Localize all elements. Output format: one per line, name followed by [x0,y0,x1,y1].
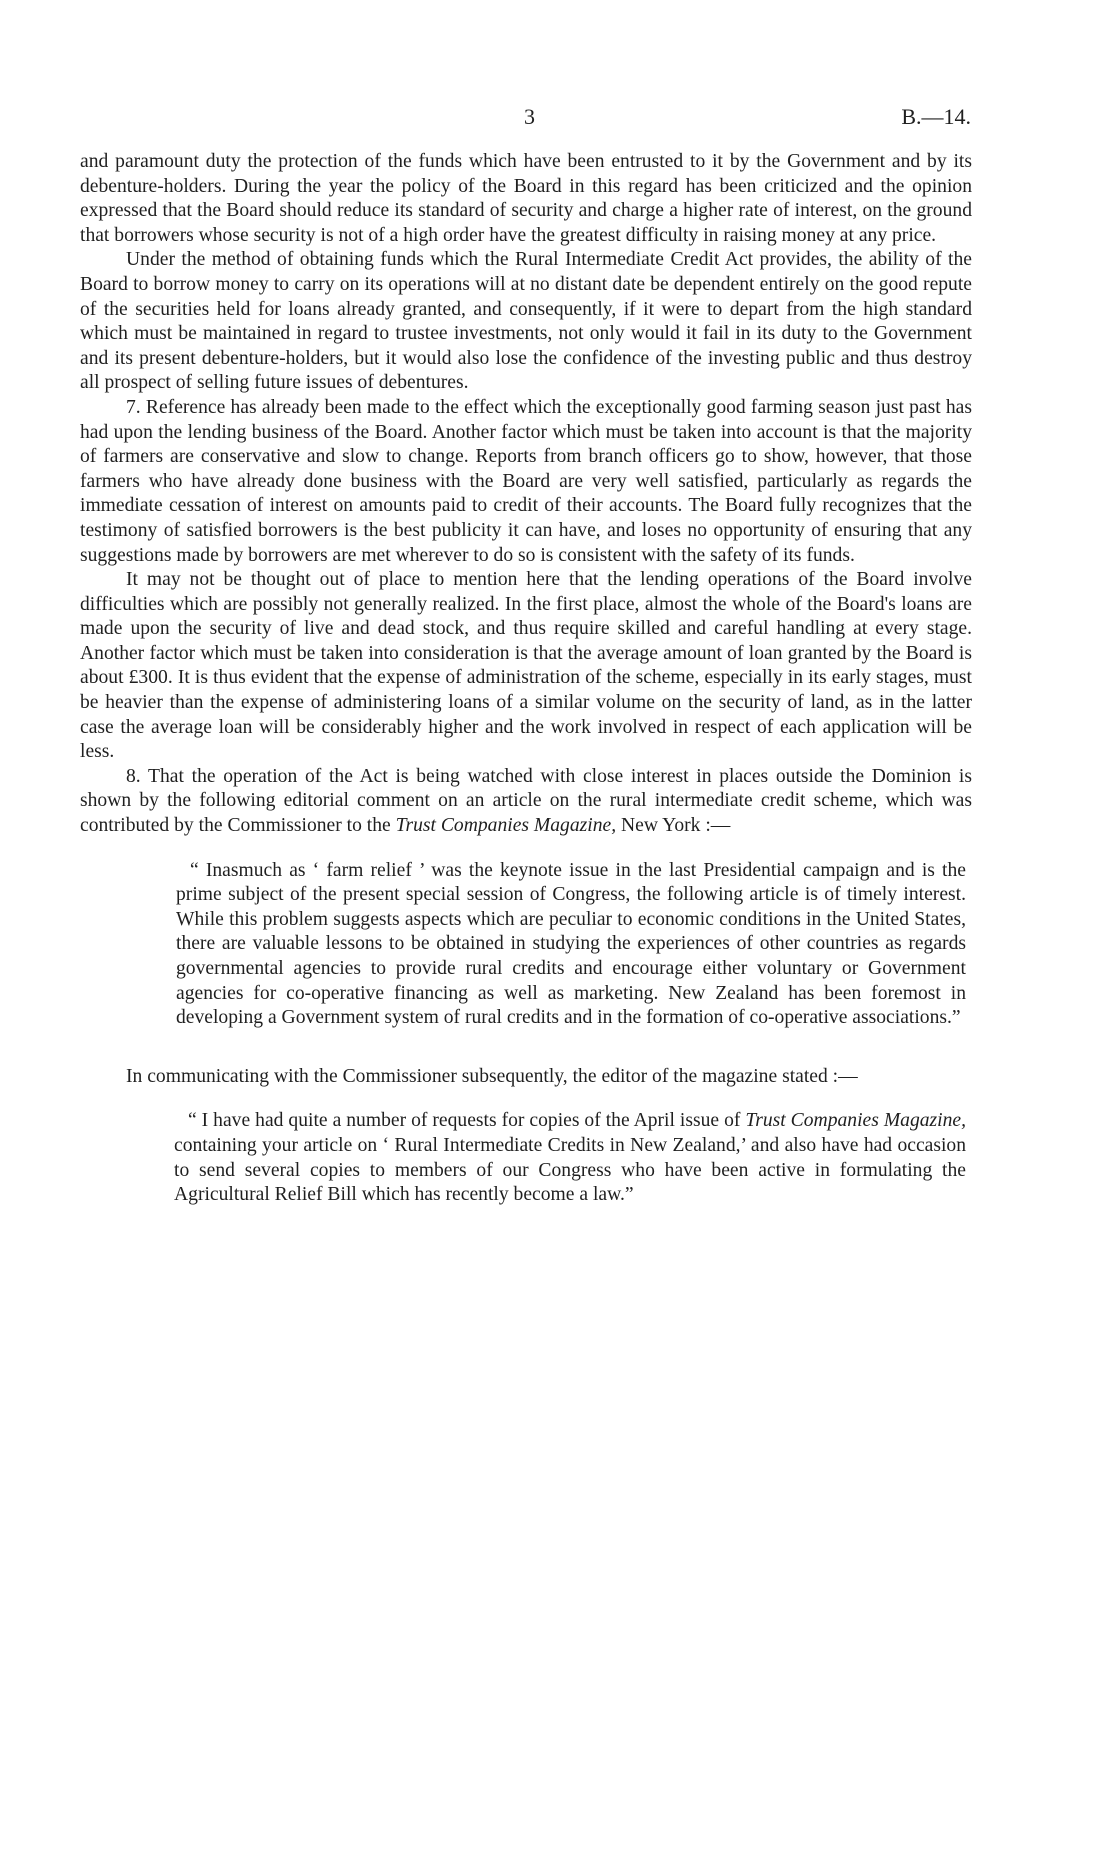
magazine-title: Trust Companies Magazine, [395,815,617,837]
section-8-text-end: New York :— [616,815,731,837]
paragraph-section-7: 7. Reference has already been made to the effect which the exceptionally good farming season just past has had upon the lending business of the Board. Another factor which must be taken into account is that the majority of farmers are conservative and slow to change. Reports from branch officers go to show, however, that those farmers who have already done business with the Board are very well satisfied, particularly as regards the immediate cessation of interest on amounts paid to credit of their accounts. The Board fully recognizes that the testimony of satisfied borrowers is the best publicity it can have, and loses no opportunity of ensuring that any suggestions made by borrowers are met wherever to do so is consistent with the safety of its funds. [80,396,972,566]
editorial-quote: “ Inasmuch as ‘ farm relief ’ was the keynote issue in the last Presidential campaign and is the prime subject of the present special session of Congress, the following article is of timely interest. While this problem suggests aspects which are peculiar to economic conditions in the United States, there are valuable lessons to be obtained in studying the experiences of other countries as regards governmental agencies to provide rural credits and encourage either voluntary or Government agencies for co-operative financing as well as marketing. New Zealand has been foremost in developing a Government system of rural credits and in the formation of co-operative associations.” [176,859,966,1029]
magazine-title-quote: Trust Companies Magazine, [745,1110,967,1132]
paragraph-section-8 [80,765,972,839]
document-reference: B.—14. [901,104,971,129]
page-header [0,104,1114,134]
paragraph-editor-communication: In communicating with the Commissioner subsequently, the editor of the magazine stated :— [126,1065,858,1087]
document-body [80,150,972,1208]
section-8-text: 8. That the operation of the Act is being watched with close interest in places outside the Dominion is shown by the following editorial comment on an article on the rural intermediate credit scheme, which was contributed by the Commissioner to the [80,765,972,837]
page-number: 3 [524,104,535,129]
paragraph-continuation: and paramount duty the protection of the funds which have been entrusted to it by the Government and by its debenture-holders. During the year the policy of the Board in this regard has been criticized and the opinion expressed that the Board should reduce its standard of security and charge a higher rate of interest, on the ground that borrowers whose security is not of a high order have the greatest difficulty in raising money at any price. [80,151,972,246]
editor-letter-quote [80,1109,972,1207]
editor-quote-text-end: containing your article on ‘ Rural Intermediate Credits in New Zealand,’ and also have had occasion to send several copies to members of our Congress who have been active in formulating the Agricultural Relief Bill which has recently become a law.” [174,1134,966,1206]
paragraph-lending-difficulties: It may not be thought out of place to mention here that the lending operations of the Board involve difficulties which are possibly not generally realized. In the first place, almost the whole of the Board's loans are made upon the security of live and dead stock, and thus require skilled and careful handling at every stage. Another factor which must be taken into consideration is that the average amount of loan granted by the Board is about £300. It is thus evident that the expense of administration of the scheme, especially in its early stages, must be heavier than the expense of administering loans of a similar volume on the security of land, as in the latter case the average loan will be considerably higher and the work involved in respect of each application will be less. [80,569,972,763]
paragraph-funding-method: Under the method of obtaining funds which the Rural Intermediate Credit Act provides, the ability of the Board to borrow money to carry on its operations will at no distant date be dependent entirely on the good repute of the securities held for loans already granted, and consequently, if it were to depart from the high standard which must be maintained in regard to trustee investments, not only would it fail in its duty to the Government and its present debenture-holders, but it would also lose the confidence of the investing public and thus destroy all prospect of selling future issues of debentures. [80,249,972,394]
editor-quote-text: “ I have had quite a number of requests for copies of the April issue of [188,1110,746,1132]
